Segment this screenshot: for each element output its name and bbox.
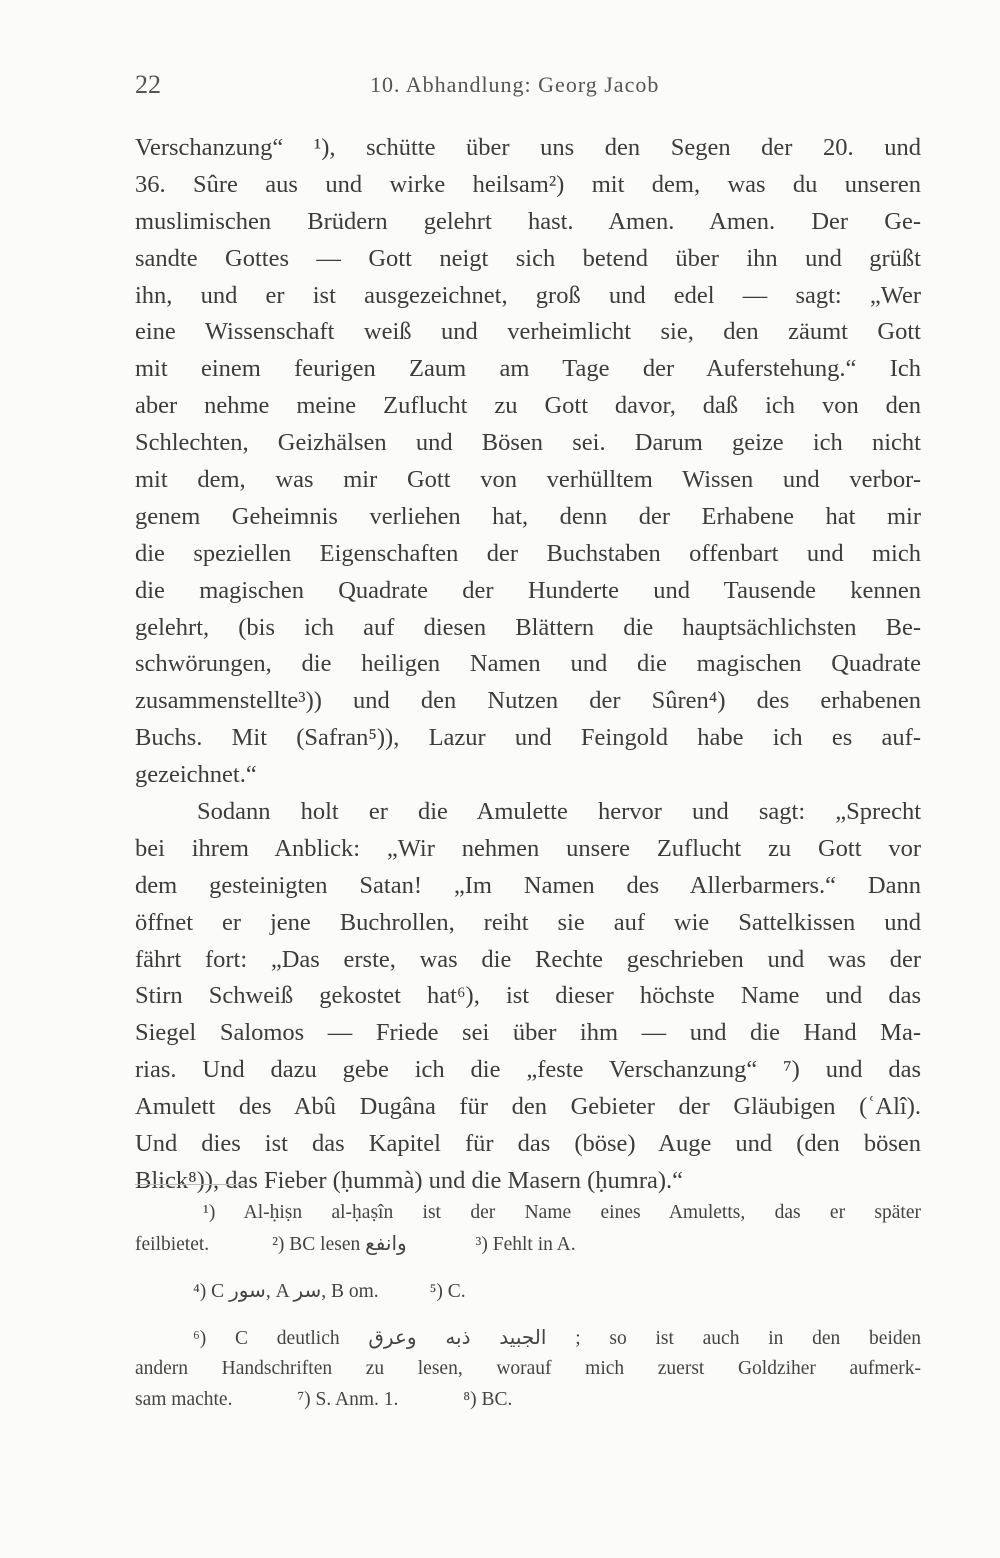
text-line: ihn, und er ist ausgezeichnet, groß und edel — sagt: „Wer <box>135 281 921 309</box>
footnote-4-arabic-c: سور <box>229 1278 266 1302</box>
text-line: Blick⁸)), das Fieber (ḥummà) und die Masern (ḥumra).“ <box>135 1166 684 1194</box>
footnote-2 <box>272 1228 407 1260</box>
text-line: gelehrt, (bis ich auf diesen Blättern die hauptsächlichsten Be- <box>135 613 921 641</box>
page-number: 22 <box>135 70 161 99</box>
footnote-line <box>135 1228 921 1259</box>
footnote-4-text-c: , B om. <box>321 1281 379 1302</box>
footnote-7: ⁷) S. Anm. 1. <box>297 1389 399 1410</box>
footnote-6-line <box>135 1322 921 1353</box>
text-line: die magischen Quadrate der Hunderte und Tausende kennen <box>135 576 921 604</box>
text-line: Verschanzung“ ¹), schütte über uns den Segen der 20. und <box>135 134 921 161</box>
footnote-5: ⁵) C. <box>429 1281 466 1302</box>
footnote-4-text-b: , A <box>265 1281 289 1302</box>
text-line: schwörungen, die heiligen Namen und die magischen Quadrate <box>135 650 921 678</box>
footnote-6-text-a: ⁶) C deutlich <box>193 1328 340 1349</box>
text-line: aber nehme meine Zuflucht zu Gott davor, daß ich von den <box>135 392 921 420</box>
text-line: fährt fort: „Das erste, was die Rechte geschrieben und was der <box>135 945 921 973</box>
footnote-3: ³) Fehlt in A. <box>475 1234 576 1255</box>
footnote-6-arabic-3: وعرق <box>368 1325 417 1349</box>
text-line: mit einem feurigen Zaum am Tage der Auferstehung.“ Ich <box>135 355 921 383</box>
footnotes <box>135 1197 921 1415</box>
text-line: gezeichnet.“ <box>135 761 257 789</box>
body-text <box>135 130 921 1200</box>
text-line: mit dem, was mir Gott von verhülltem Wissen und verbor- <box>135 466 921 494</box>
text-line: Amulett des Abû Dugâna für den Gebieter der Gläubigen (ʿAlî). <box>135 1093 921 1121</box>
footnote-4-line <box>135 1275 921 1306</box>
footnote-8: ⁸) BC. <box>463 1389 513 1410</box>
text-line: Und dies ist das Kapitel für das (böse) Auge und (den bösen <box>135 1130 921 1158</box>
footnote-6-arabic-1: الجبيد <box>499 1325 547 1349</box>
text-line: öffnet er jene Buchrollen, reiht sie auf wie Sattelkissen und <box>135 908 921 936</box>
text-line: eine Wissenschaft weiß und verheimlicht sie, den zäumt Gott <box>135 318 921 346</box>
text-line: bei ihrem Anblick: „Wir nehmen unsere Zuflucht zu Gott vor <box>135 834 921 862</box>
footnote-1-cont: feilbietet. <box>135 1234 210 1255</box>
text-line: sandte Gottes — Gott neigt sich betend über ihn und grüßt <box>135 244 921 272</box>
text-line: zusammenstellte³)) und den Nutzen der Sûren⁴) des erhabenen <box>135 687 921 715</box>
page-header <box>135 70 920 106</box>
text-line: Schlechten, Geizhälsen und Bösen sei. Darum geize ich nicht <box>135 429 921 457</box>
footnote-line <box>135 1384 921 1415</box>
text-line: dem gesteinigten Satan! „Im Namen des Allerbarmers.“ Dann <box>135 871 921 899</box>
paragraph-first-line: Sodann holt er die Amulette hervor und sagt: „Sprecht <box>197 798 921 826</box>
footnote-2-arabic: وانفع <box>365 1231 407 1255</box>
text-line: Siegel Salomos — Friede sei über ihm — und die Hand Ma- <box>135 1019 921 1047</box>
text-line: muslimischen Brüdern gelehrt hast. Amen. Amen. Der Ge- <box>135 207 921 235</box>
text-line: Stirn Schweiß gekostet hat⁶), ist dieser höchste Name und das <box>135 982 921 1010</box>
footnote-6-end: sam machte. <box>135 1389 233 1410</box>
text-line: genem Geheimnis verliehen hat, denn der Erhabene hat mir <box>135 502 921 530</box>
footnote-divider <box>135 1184 247 1185</box>
footnote-2-text: ²) BC lesen <box>272 1234 361 1255</box>
footnote-1: ¹) Al-ḥiṣn al-ḥaṣîn ist der Name eines Amuletts, das er später <box>203 1202 921 1223</box>
text-line: 36. Sûre aus und wirke heilsam²) mit dem, was du unseren <box>135 170 921 198</box>
footnote-6-arabic-2: ذبه <box>445 1325 471 1349</box>
text-line: Buchs. Mit (Safran⁵)), Lazur und Feingold habe ich es auf- <box>135 724 921 752</box>
footnote-6-text-b: ; so ist auch in den beiden <box>575 1328 922 1349</box>
running-head: 10. Abhandlung: Georg Jacob <box>370 72 660 97</box>
text-line: die speziellen Eigenschaften der Buchstaben offenbart und mich <box>135 539 921 567</box>
footnote-6-cont: andern Handschriften zu lesen, worauf mich zuerst Goldziher aufmerk- <box>135 1358 921 1379</box>
footnote-4-arabic-a: سر <box>293 1278 322 1302</box>
text-line: rias. Und dazu gebe ich die „feste Verschanzung“ ⁷) und das <box>135 1056 921 1084</box>
footnote-4-text-a: ⁴) C <box>193 1281 225 1302</box>
